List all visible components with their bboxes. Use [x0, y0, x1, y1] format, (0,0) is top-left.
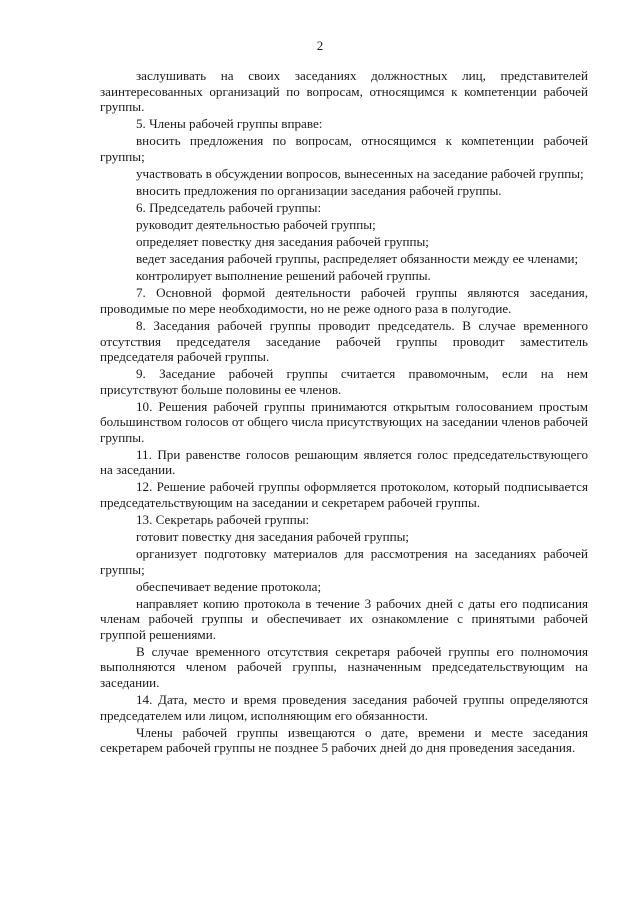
document-body [100, 68, 588, 757]
paragraph-chairman-manages: руководит деятельностью рабочей группы; [136, 217, 376, 233]
paragraph-6-chairman: 6. Председатель рабочей группы: [136, 199, 322, 215]
paragraph-secretary-absence: В случае временного отсутствия секретаря рабочей группы его полномочия выполняются членом рабочей группы, назначенным председательствующим на заседании. [100, 643, 588, 690]
paragraph-members-notified: Члены рабочей группы извещаются о дате, времени и месте заседания секретарем рабочей группы не позднее 5 рабочих дней до дня проведения заседания. [100, 724, 588, 756]
paragraph-chairman-agenda: определяет повестку дня заседания рабочей группы; [136, 234, 429, 250]
paragraph-7-meetings-form: 7. Основной формой деятельности рабочей группы являются заседания, проводимые по мере необходимости, но не реже одного раза в полугодие. [100, 285, 588, 316]
paragraph-hearing-officials: заслушивать на своих заседаниях должностных лиц, представителей заинтересованных организаций по вопросам, относящимся к компетенции рабочей группы. [100, 68, 588, 114]
page-number: 2 [316, 38, 324, 53]
paragraph-9-quorum: 9. Заседание рабочей группы считается правомочным, если на нем присутствуют больше половины ее членов. [100, 366, 588, 397]
paragraph-8-meetings-chair: 8. Заседания рабочей группы проводит председатель. В случае временного отсутствия председателя заседание рабочей группы проводит заместитель председателя рабочей группы. [100, 318, 588, 365]
paragraph-secretary-protocol: обеспечивает ведение протокола; [136, 578, 322, 594]
paragraph-organization-proposals: вносить предложения по организации заседания рабочей группы. [136, 182, 502, 198]
paragraph-chairman-controls: контролирует выполнение решений рабочей группы. [136, 268, 431, 284]
paragraph-14-date-place: 14. Дата, место и время проведения заседания рабочей группы определяются председателем или лицом, исполняющим его обязанности. [100, 692, 588, 723]
paragraph-11-tie-vote: 11. При равенстве голосов решающим является голос председательствующего на заседании. [100, 446, 588, 478]
paragraph-participate-discussion: участвовать в обсуждении вопросов, вынесенных на заседание рабочей группы; [136, 165, 584, 181]
paragraph-10-decisions: 10. Решения рабочей группы принимаются открытым голосованием простым большинством голосов от общего числа присутствующих на заседании членов рабочей группы. [100, 398, 588, 445]
paragraph-secretary-agenda: готовит повестку дня заседания рабочей группы; [136, 529, 410, 545]
paragraph-submit-proposals: вносить предложения по вопросам, относящимся к компетенции рабочей группы; [100, 133, 588, 164]
paragraph-secretary-materials: организует подготовку материалов для рассмотрения на заседаниях рабочей группы; [100, 546, 588, 577]
paragraph-chairman-conducts: ведет заседания рабочей группы, распределяет обязанности между ее членами; [136, 251, 579, 267]
paragraph-secretary-copies: направляет копию протокола в течение 3 рабочих дней с даты его подписания членам рабочей группы и обеспечивает их ознакомление с принятыми рабочей группой решениями. [100, 595, 588, 642]
paragraph-13-secretary: 13. Секретарь рабочей группы: [136, 512, 310, 527]
paragraph-12-protocol: 12. Решение рабочей группы оформляется протоколом, который подписывается председательствующим на заседании и секретарем рабочей группы. [100, 479, 588, 510]
paragraph-5-members-rights: 5. Члены рабочей группы вправе: [136, 116, 323, 132]
